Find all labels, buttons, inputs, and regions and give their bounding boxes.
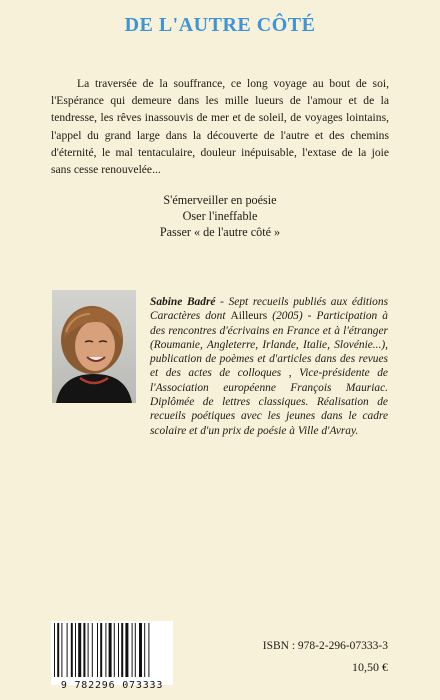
barcode-bar bbox=[83, 623, 85, 677]
barcode-bar bbox=[139, 623, 142, 677]
barcode-bar bbox=[132, 623, 133, 677]
blurb-text: La traversée de la souffrance, ce long voyage au bout de soi, l'Espérance qui demeure dans les mille lueurs de l'amour et de la tendresse, les rêves inassouvis de mer et de soleil, de voyages lointains, l'appel du grand large dans la découverte de l'autre et des chemins d'éternité, le mal tentaculaire, douleur inépuisable, l'extase de la joie sans cesse renouvelée... bbox=[51, 77, 389, 177]
barcode-bar bbox=[75, 623, 76, 677]
bio-work-title: Ailleurs bbox=[230, 310, 268, 323]
barcode-bar bbox=[54, 623, 55, 677]
verse-line: Oser l'ineffable bbox=[182, 209, 258, 223]
barcode-bar bbox=[144, 623, 145, 677]
barcode bbox=[51, 621, 173, 685]
book-title: DE L'AUTRE CÔTÉ bbox=[124, 14, 316, 36]
barcode-bar bbox=[105, 623, 106, 677]
verse-line: Passer « de l'autre côté » bbox=[159, 225, 281, 239]
barcode-digits: 9 782296 073333 bbox=[60, 680, 164, 691]
price: 10,50 € bbox=[352, 660, 388, 674]
barcode-bar bbox=[100, 623, 102, 677]
barcode-bar bbox=[71, 623, 73, 677]
barcode-bar bbox=[88, 623, 89, 677]
verse-line: S'émerveiller en poésie bbox=[163, 193, 277, 207]
barcode-bar bbox=[118, 623, 119, 677]
barcode-bar bbox=[92, 623, 93, 677]
barcode-bar bbox=[78, 623, 81, 677]
author-bio bbox=[150, 295, 388, 438]
barcode-bar bbox=[67, 623, 68, 677]
bio-text: (2005) - Participation à des rencontres d'écrivains en France et à l'étranger (Roumanie, Angleterre, Irlande, Italie, Slovénie...), publication de poèmes et d'articles dans des revues et des actes de colloques , Vice-présidente de l'Association européenne François Mauriac. Diplômée de lettres classiques. Réalisation de recueils poétiques avec les jeunes dans le cadre scolaire et d'un prix de poésie à Ville d'Avray. bbox=[150, 310, 388, 437]
barcode-bar bbox=[121, 623, 123, 677]
barcode-bar bbox=[61, 623, 62, 677]
author-photo bbox=[52, 290, 136, 403]
barcode-bar bbox=[148, 623, 149, 677]
back-cover-blurb bbox=[51, 75, 389, 178]
author-name: Sabine Badré bbox=[150, 296, 216, 308]
bio-text: - Sept recueils publiés aux éditions Caractères dont bbox=[150, 296, 389, 323]
barcode-bar bbox=[97, 623, 98, 677]
verse-lines bbox=[0, 192, 440, 240]
barcode-bar bbox=[109, 623, 112, 677]
isbn: ISBN : 978-2-296-07333-3 bbox=[262, 640, 388, 652]
barcode-bar bbox=[125, 623, 128, 677]
barcode-bar bbox=[57, 623, 59, 677]
barcode-bar bbox=[135, 623, 136, 677]
barcode-bar bbox=[114, 623, 115, 677]
